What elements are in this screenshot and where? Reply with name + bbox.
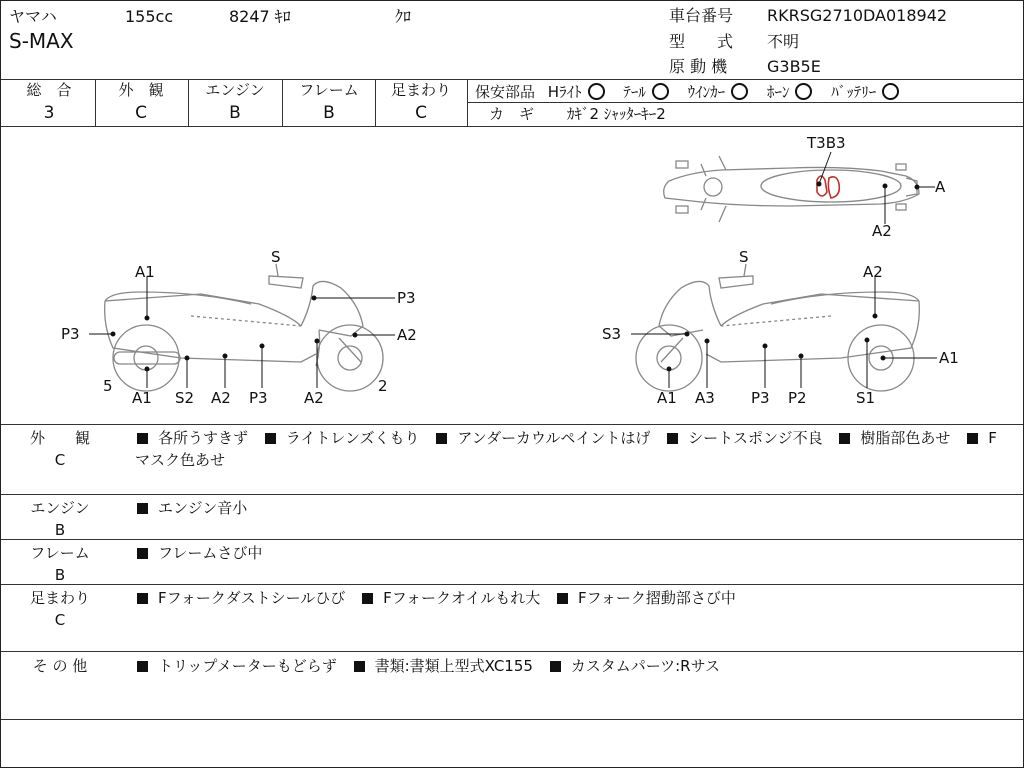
left-view-leaders bbox=[89, 276, 395, 388]
label-p3-left-left: P3 bbox=[61, 325, 80, 343]
label-a1-right-side: A1 bbox=[939, 349, 959, 367]
safety-item-horn: ﾎｰﾝ bbox=[766, 83, 790, 101]
note-head-label: フレーム bbox=[30, 544, 90, 562]
note-item: フレームさび中 bbox=[158, 544, 263, 562]
label-a2-left-bottom2: A2 bbox=[304, 389, 324, 407]
grade-label-suspension: 足まわり bbox=[390, 81, 451, 99]
frame-number: RKRSG2710DA018942 bbox=[767, 6, 948, 25]
note-item: アンダーカウルペイントはげ bbox=[457, 429, 651, 447]
note-head-label: 外 観 bbox=[29, 429, 90, 447]
grade-value-engine: B bbox=[229, 103, 241, 123]
label-t3b3: T3B3 bbox=[807, 134, 846, 152]
grade-label-exterior: 外 観 bbox=[118, 81, 164, 99]
grade-value-exterior: C bbox=[135, 103, 147, 123]
label-2: 2 bbox=[378, 377, 388, 395]
label-a1-left-bottom: A1 bbox=[132, 389, 152, 407]
note-head bbox=[15, 497, 105, 541]
note-head-grade: C bbox=[54, 451, 66, 469]
note-item: カスタムパーツ:Rサス bbox=[570, 657, 720, 675]
top-view-leaders bbox=[817, 152, 935, 224]
ok-circle-icon bbox=[731, 83, 748, 100]
safety-item-winker: ｳｲﾝｶｰ bbox=[687, 83, 726, 101]
note-head-label: 足まわり bbox=[29, 589, 90, 607]
ok-circle-icon bbox=[652, 83, 669, 100]
divider bbox=[282, 79, 283, 126]
label-s1: S1 bbox=[856, 389, 876, 407]
safety-item-battery: ﾊﾞｯﾃﾘｰ bbox=[831, 83, 877, 101]
bullet-icon bbox=[839, 433, 850, 444]
note-body bbox=[135, 497, 1009, 519]
label-p3-left-right: P3 bbox=[397, 289, 416, 307]
safety-parts-label: 保安部品 bbox=[475, 83, 536, 101]
note-item: 書類:書類上型式XC155 bbox=[374, 657, 533, 675]
divider bbox=[188, 79, 189, 126]
grade-label-engine: エンジン bbox=[205, 81, 265, 99]
divider bbox=[95, 79, 96, 126]
engine-model-label: 原 動 機 bbox=[669, 57, 728, 76]
grade-value-frame: B bbox=[323, 103, 335, 123]
label-a2-left-right: A2 bbox=[397, 326, 417, 344]
bullet-icon bbox=[667, 433, 678, 444]
mileage: 8247 ｷﾛ bbox=[229, 7, 291, 26]
label-p3-left-bottom: P3 bbox=[249, 389, 268, 407]
label-a1-left-top: A1 bbox=[135, 263, 155, 281]
note-body bbox=[135, 542, 1009, 564]
ok-circle-icon bbox=[795, 83, 812, 100]
divider bbox=[467, 102, 1023, 103]
bullet-icon bbox=[550, 661, 561, 672]
bullet-icon bbox=[362, 593, 373, 604]
note-body bbox=[135, 427, 1009, 471]
bullet-icon bbox=[137, 593, 148, 604]
scooter-diagrams bbox=[1, 126, 1023, 424]
grade-value-overall: 3 bbox=[43, 103, 55, 123]
damage-diagram bbox=[1, 126, 1023, 424]
label-a2-top: A2 bbox=[872, 222, 892, 240]
note-item: ライトレンズくもり bbox=[285, 429, 420, 447]
bullet-icon bbox=[137, 548, 148, 559]
grade-label-overall: 総 合 bbox=[26, 81, 72, 99]
right-side-scooter bbox=[636, 264, 919, 391]
label-p3-right: P3 bbox=[751, 389, 770, 407]
note-item: シートスポンジ不良 bbox=[688, 429, 823, 447]
divider bbox=[1, 79, 1023, 80]
left-side-scooter bbox=[105, 264, 383, 391]
note-head-label: エンジン bbox=[30, 499, 90, 517]
label-a3: A3 bbox=[695, 389, 715, 407]
label-s-left: S bbox=[271, 248, 281, 266]
bullet-icon bbox=[354, 661, 365, 672]
ok-circle-icon bbox=[588, 83, 605, 100]
safety-item-headlight: Hﾗｲﾄ bbox=[547, 83, 582, 101]
note-item: エンジン音小 bbox=[158, 499, 248, 517]
note-head-label: そ の 他 bbox=[32, 657, 88, 675]
bullet-icon bbox=[557, 593, 568, 604]
note-item: トリップメーターもどらず bbox=[158, 657, 337, 675]
label-p2: P2 bbox=[788, 389, 807, 407]
label-a2-left-bottom1: A2 bbox=[211, 389, 231, 407]
divider bbox=[1, 651, 1023, 652]
label-a1-right-bottom: A1 bbox=[657, 389, 677, 407]
bullet-icon bbox=[967, 433, 978, 444]
bullet-icon bbox=[137, 503, 148, 514]
maker: ヤマハ bbox=[9, 7, 57, 26]
note-head-grade: B bbox=[54, 566, 66, 584]
displacement: 155cc bbox=[125, 7, 174, 26]
note-head bbox=[15, 655, 105, 677]
grade-label-frame: フレーム bbox=[299, 81, 359, 99]
label-s2: S2 bbox=[175, 389, 195, 407]
note-item: 樹脂部色あせ bbox=[860, 429, 951, 447]
bullet-icon bbox=[137, 661, 148, 672]
note-item: Fフォーク摺動部さび中 bbox=[577, 589, 736, 607]
safety-parts bbox=[475, 83, 899, 100]
divider bbox=[1, 719, 1023, 720]
divider bbox=[1, 494, 1023, 495]
bullet-icon bbox=[137, 433, 148, 444]
key-label: カ ギ bbox=[489, 105, 535, 123]
note-head bbox=[15, 427, 105, 471]
bullet-icon bbox=[265, 433, 276, 444]
note-head-grade: C bbox=[54, 611, 66, 629]
note-head-grade: B bbox=[54, 521, 66, 539]
bullet-icon bbox=[436, 433, 447, 444]
note-item: Fフォークダストシールひび bbox=[158, 589, 346, 607]
top-view-scooter bbox=[664, 156, 919, 222]
frame-number-label: 車台番号 bbox=[669, 6, 734, 25]
label-s-right: S bbox=[739, 248, 749, 266]
note-head bbox=[15, 587, 105, 631]
body-color: ｸﾛ bbox=[395, 7, 412, 26]
engine-model: G3B5E bbox=[767, 57, 821, 76]
note-body bbox=[135, 587, 1009, 609]
divider bbox=[1, 424, 1023, 425]
grade-value-suspension: C bbox=[415, 103, 427, 123]
label-s3: S3 bbox=[602, 325, 622, 343]
label-5: 5 bbox=[103, 377, 113, 395]
note-head bbox=[15, 542, 105, 586]
ok-circle-icon bbox=[882, 83, 899, 100]
type-value: 不明 bbox=[767, 32, 800, 51]
note-item: 各所うすきず bbox=[158, 429, 249, 447]
type-label: 型 式 bbox=[669, 32, 734, 51]
note-item: Fマスク色あせ bbox=[135, 429, 997, 469]
divider bbox=[375, 79, 376, 126]
divider bbox=[1, 584, 1023, 585]
note-body bbox=[135, 655, 1009, 677]
divider bbox=[1, 539, 1023, 540]
model-name: S-MAX bbox=[9, 29, 74, 53]
label-a2-right-top: A2 bbox=[863, 263, 883, 281]
note-item: Fフォークオイルもれ大 bbox=[383, 589, 541, 607]
key-value: ｶｷﾞ2 ｼｬｯﾀｰｷｰ2 bbox=[567, 105, 666, 123]
safety-item-tail: ﾃｰﾙ bbox=[623, 83, 646, 101]
label-a: A bbox=[935, 178, 946, 196]
